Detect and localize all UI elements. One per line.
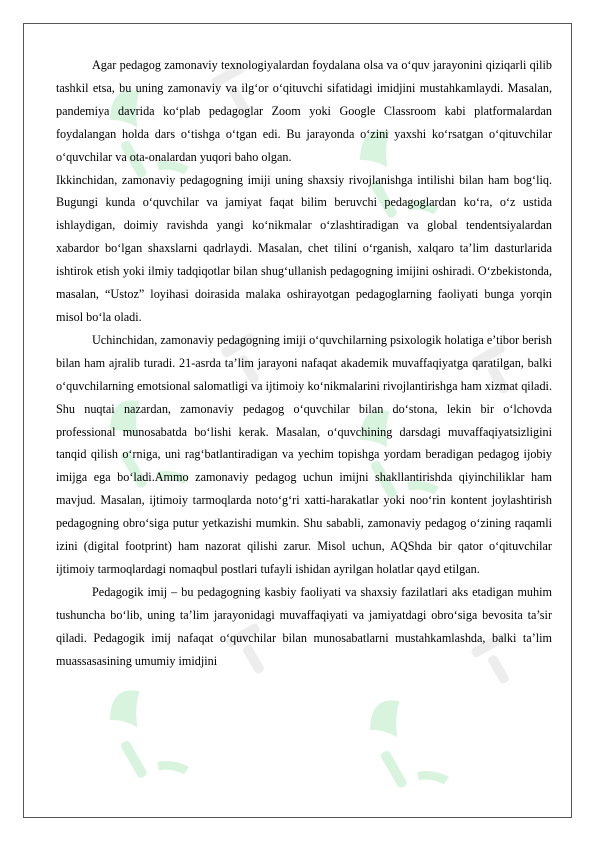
paragraph: Agar pedagog zamonaviy texnologiyalardan foydalana olsa va o‘quv jarayonini qiziqarli qilib tashkil etsa, bu uning zamonaviy va ilg‘or o‘qituvchi sifatidagi imidjini mustahkamlaydi. Masalan, pandemiya davrida ko‘plab pedagoglar Zoom yoki Google Classroom kabi platformalardan foydalangan holda dars o‘tishga o‘tgan edi. Bu jarayonda o‘zini yaxshi ko‘rsatgan o‘qituvchilar o‘quvchilar va ota-onalardan yuqori baho olgan. <box>56 58 552 164</box>
paragraph: Uchinchidan, zamonaviy pedagogning imiji o‘quvchilarning psixologik holatiga e’tibor berish bilan ham ajralib turadi. 21-asrda ta’lim jarayoni nafaqat akademik muvaffaqiyatga qaratilgan, balki o‘quvchilarning emotsional salomatligi va ijtimoiy ko‘nikmalarini rivojlantirishga ham xizmat qiladi. Shu nuqtai nazardan, zamonaviy pedagog o‘quvchilar bilan do‘stona, lekin bir o‘lchovda professional munosabatda bo‘lishi kerak. Masalan, o‘quvchining darsdagi muvaffaqiyatsizligini tanqid qilish o‘rniga, uni rag‘batlantiradigan va yechim topishga yordam beradigan pedagog ijobiy imijga ega bo‘ladi.Ammo zamonaviy pedagog uchun imijni shakllantirishda qiyinchiliklar ham mavjud. Masalan, ijtimoiy tarmoqlarda noto‘g‘ri xatti-harakatlar yoki noo‘rin kontent joylashtirish pedagogning obro‘siga putur yetkazishi mumkin. Shu sababli, zamonaviy pedagog o‘zining raqamli izini (digital footprint) ham nazorat qilishi zarur. Misol uchun, AQShda bir qator o‘qituvchilar ijtimoiy tarmoqlardagi nomaqbul postlari tufayli ishidan ayrilgan holatlar qayd etilgan. <box>56 332 552 576</box>
paragraph: Pedagogik imij – bu pedagogning kasbiy faoliyati va shaxsiy fazilatlari aks etadigan muhim tushuncha bo‘lib, uning ta’lim jarayonidagi muvaffaqiyati va jamiyatdagi obro‘siga bevosita ta’sir qiladi. Pedagogik imij nafaqat o‘quvchilar bilan munosabatlarni mustahkamlashda, balki ta’lim muassasasining umumiy imidjini <box>56 584 552 668</box>
body-text <box>56 54 552 672</box>
paragraph: Ikkinchidan, zamonaviy pedagogning imiji uning shaxsiy rivojlanishga intilishi bilan ham bog‘liq. Bugungi kunda o‘quvchilar va jamiyat faqat bilim beruvchi pedagoglardan ko‘ra, o‘z ustida ishlaydigan, doimiy ravishda yangi ko‘nikmalar o‘zlashtiradigan va global tendentsiyalardan xabardor bo‘lgan shaxslarni qadrlaydi. Masalan, chet tilini o‘rganish, xalqaro ta’lim dasturlarida ishtirok etish yoki ilmiy tadqiqotlar bilan shug‘ullanish pedagogning imijini oshiradi. O‘zbekistonda, masalan, “Ustoz” loyihasi doirasida malaka oshirayotgan pedagoglarning faoliyati bunga yorqin misol bo‘la oladi. <box>56 172 552 324</box>
